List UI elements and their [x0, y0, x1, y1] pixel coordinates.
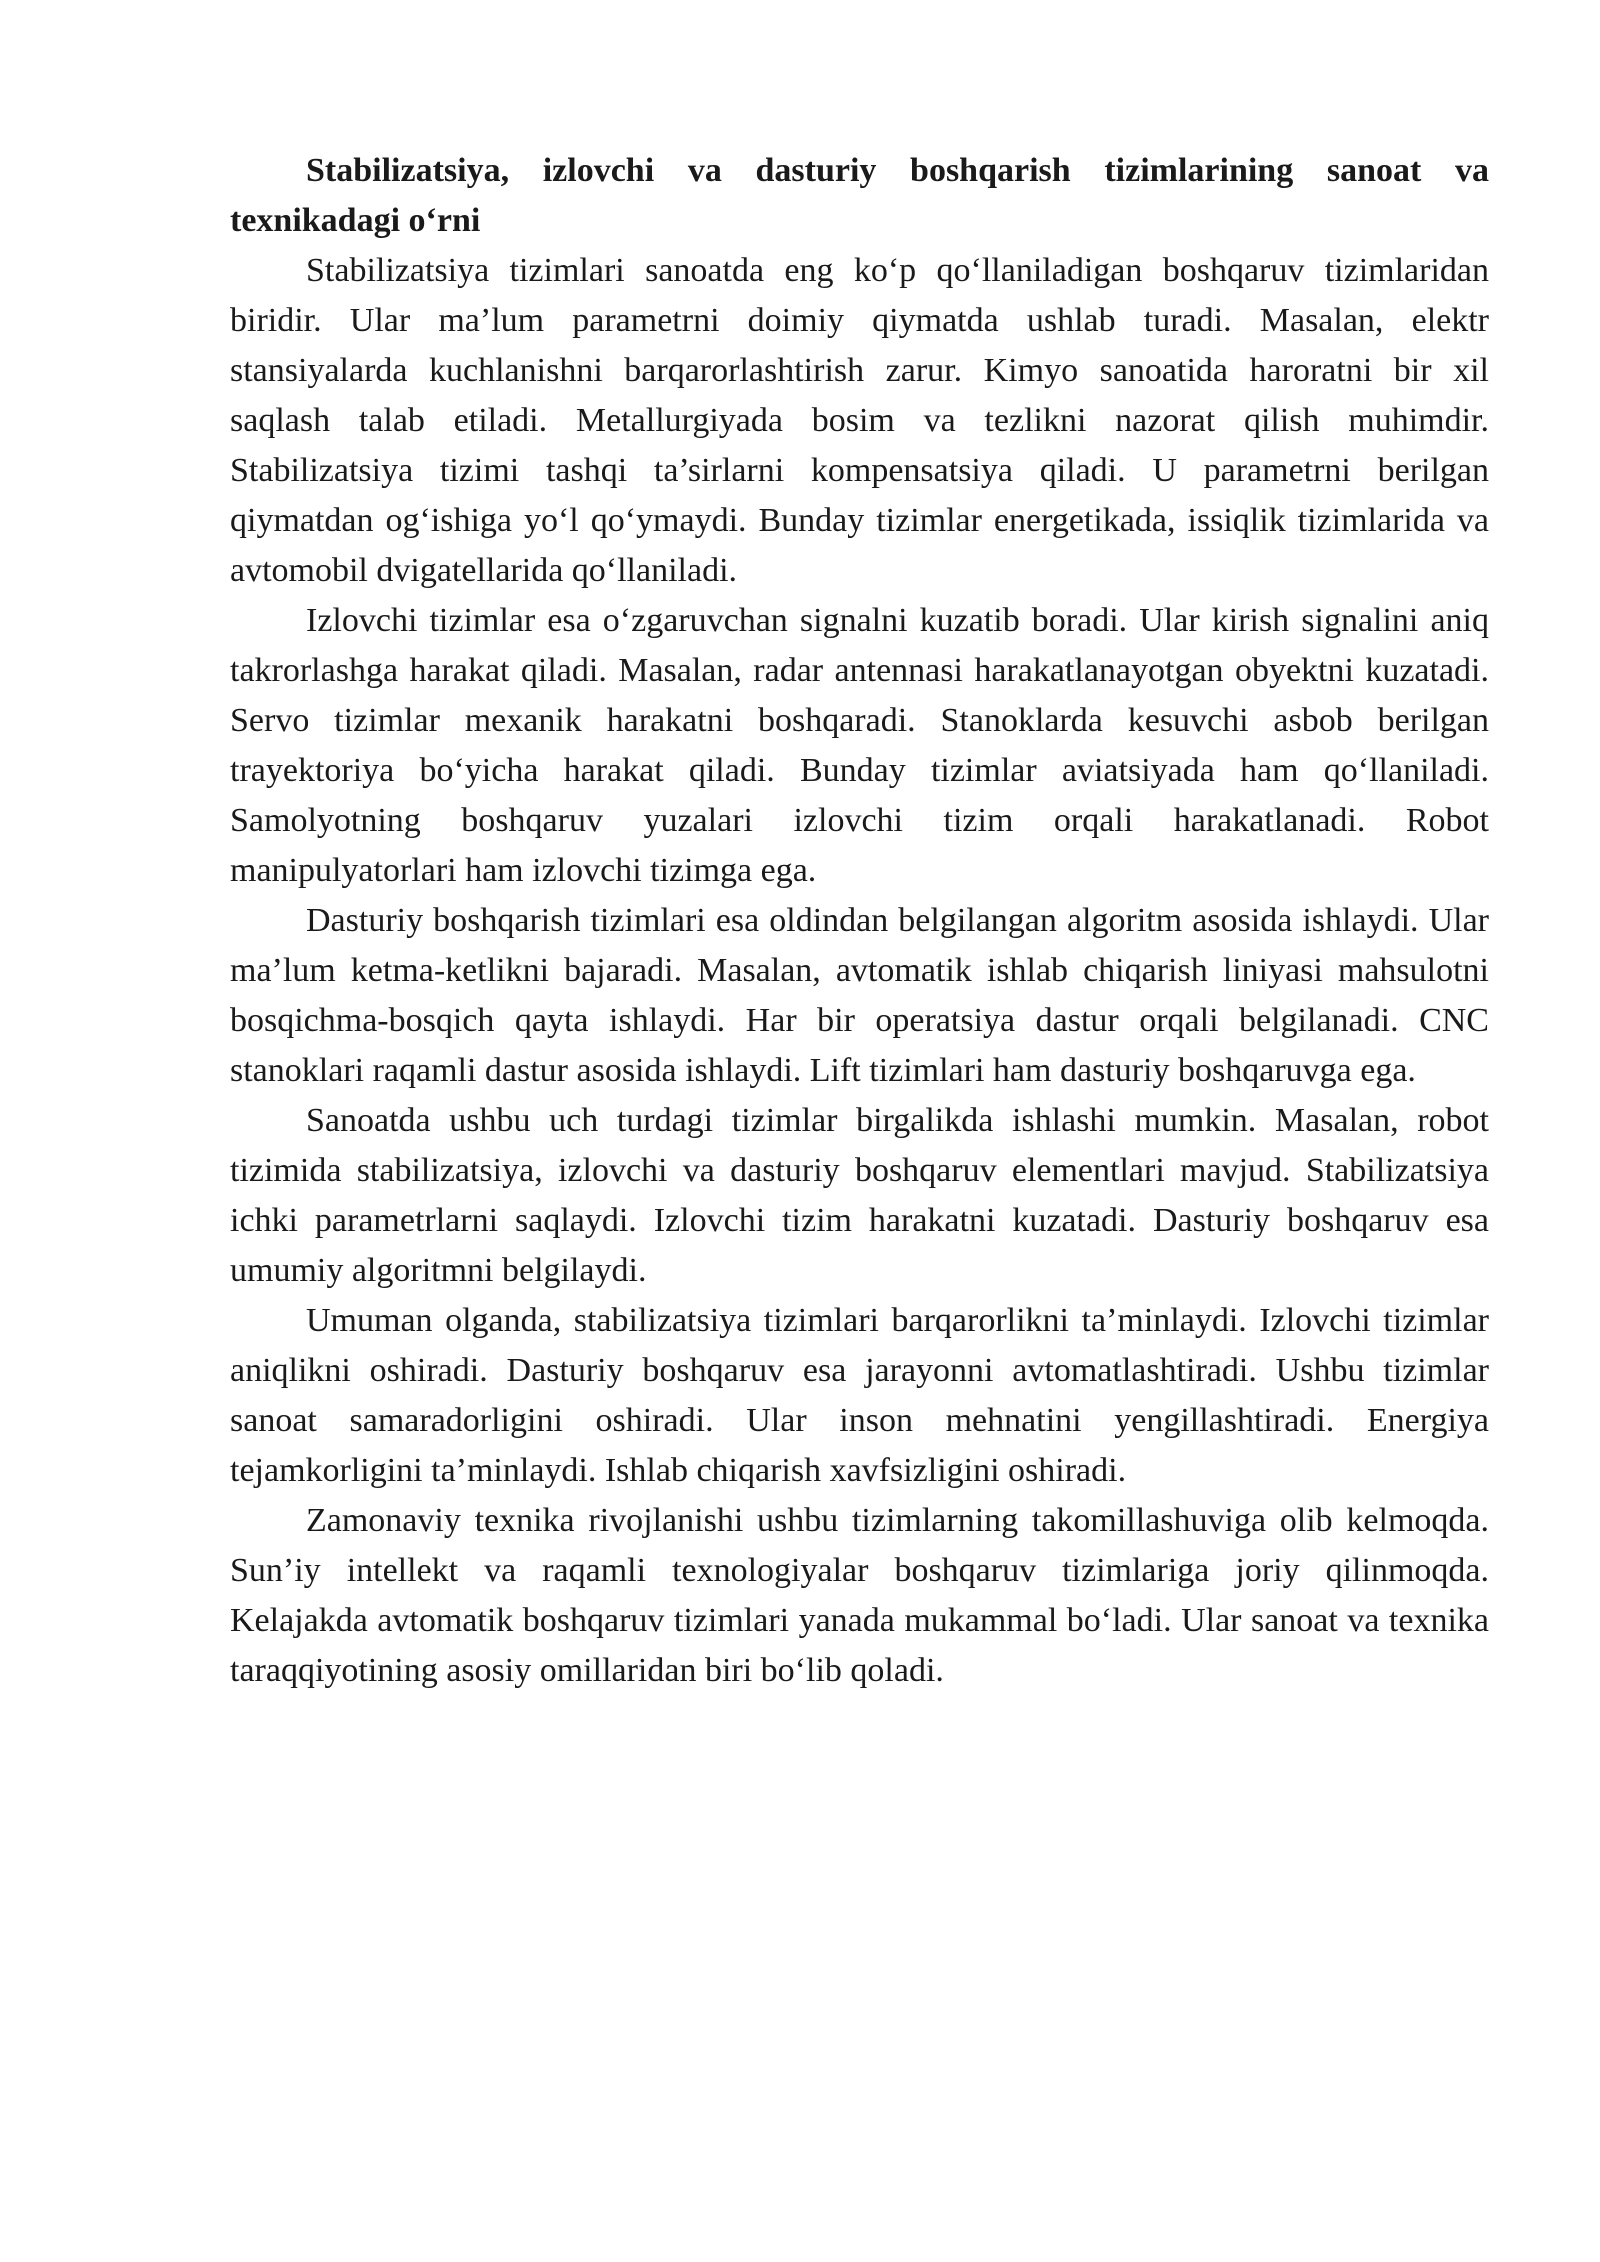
- paragraph-summary: Umuman olganda, stabilizatsiya tizimlari barqarorlikni ta’minlaydi. Izlovchi tizimlar aniqlikni oshiradi. Dasturiy boshqaruv esa jarayonni avtomatlashtiradi. Ushbu tizimlar sanoat samaradorligini oshiradi. Ular inson mehnatini yengillashtiradi. Energiya tejamkorligini ta’minlaydi. Ishlab chiqarish xavfsizligini oshiradi.: [230, 1302, 1489, 1489]
- paragraph-stabilization: Stabilizatsiya tizimlari sanoatda eng ko‘p qo‘llaniladigan boshqaruv tizimlaridan biridir. Ular ma’lum parametrni doimiy qiymatda ushlab turadi. Masalan, elektr stansiyalarda kuchlanishni barqarorlashtirish zarur. Kimyo sanoatida haroratni bir xil saqlash talab etiladi. Metallurgiyada bosim va tezlikni nazorat qilish muhimdir. Stabilizatsiya tizimi tashqi ta’sirlarni kompensatsiya qiladi. U parametrni berilgan qiymatdan og‘ishiga yo‘l qo‘ymaydi. Bunday tizimlar energetikada, issiqlik tizimlarida va avtomobil dvigatellarida qo‘llaniladi.: [230, 252, 1489, 589]
- document-body: [230, 146, 1489, 1696]
- document-heading: Stabilizatsiya, izlovchi va dasturiy boshqarish tizimlarining sanoat va texnikadagi o‘rni: [230, 152, 1489, 239]
- paragraph-program-control: Dasturiy boshqarish tizimlari esa oldindan belgilangan algoritm asosida ishlaydi. Ular ma’lum ketma-ketlikni bajaradi. Masalan, avtomatik ishlab chiqarish liniyasi mahsulotni bosqichma-bosqich qayta ishlaydi. Har bir operatsiya dastur orqali belgilanadi. CNC stanoklari raqamli dastur asosida ishlaydi. Lift tizimlari ham dasturiy boshqaruvga ega.: [230, 902, 1489, 1089]
- paragraph-tracking: Izlovchi tizimlar esa o‘zgaruvchan signalni kuzatib boradi. Ular kirish signalini aniq takrorlashga harakat qiladi. Masalan, radar antennasi harakatlanayotgan obyektni kuzatadi. Servo tizimlar mexanik harakatni boshqaradi. Stanoklarda kesuvchi asbob berilgan trayektoriya bo‘yicha harakat qiladi. Bunday tizimlar aviatsiyada ham qo‘llaniladi. Samolyotning boshqaruv yuzalari izlovchi tizim orqali harakatlanadi. Robot manipulyatorlari ham izlovchi tizimga ega.: [230, 602, 1489, 889]
- paragraph-future: Zamonaviy texnika rivojlanishi ushbu tizimlarning takomillashuviga olib kelmoqda. Sun’iy intellekt va raqamli texnologiyalar boshqaruv tizimlariga joriy qilinmoqda. Kelajakda avtomatik boshqaruv tizimlari yanada mukammal bo‘ladi. Ular sanoat va texnika taraqqiyotining asosiy omillaridan biri bo‘lib qoladi.: [230, 1502, 1489, 1689]
- paragraph-combined-systems: Sanoatda ushbu uch turdagi tizimlar birgalikda ishlashi mumkin. Masalan, robot tizimida stabilizatsiya, izlovchi va dasturiy boshqaruv elementlari mavjud. Stabilizatsiya ichki parametrlarni saqlaydi. Izlovchi tizim harakatni kuzatadi. Dasturiy boshqaruv esa umumiy algoritmni belgilaydi.: [230, 1102, 1489, 1289]
